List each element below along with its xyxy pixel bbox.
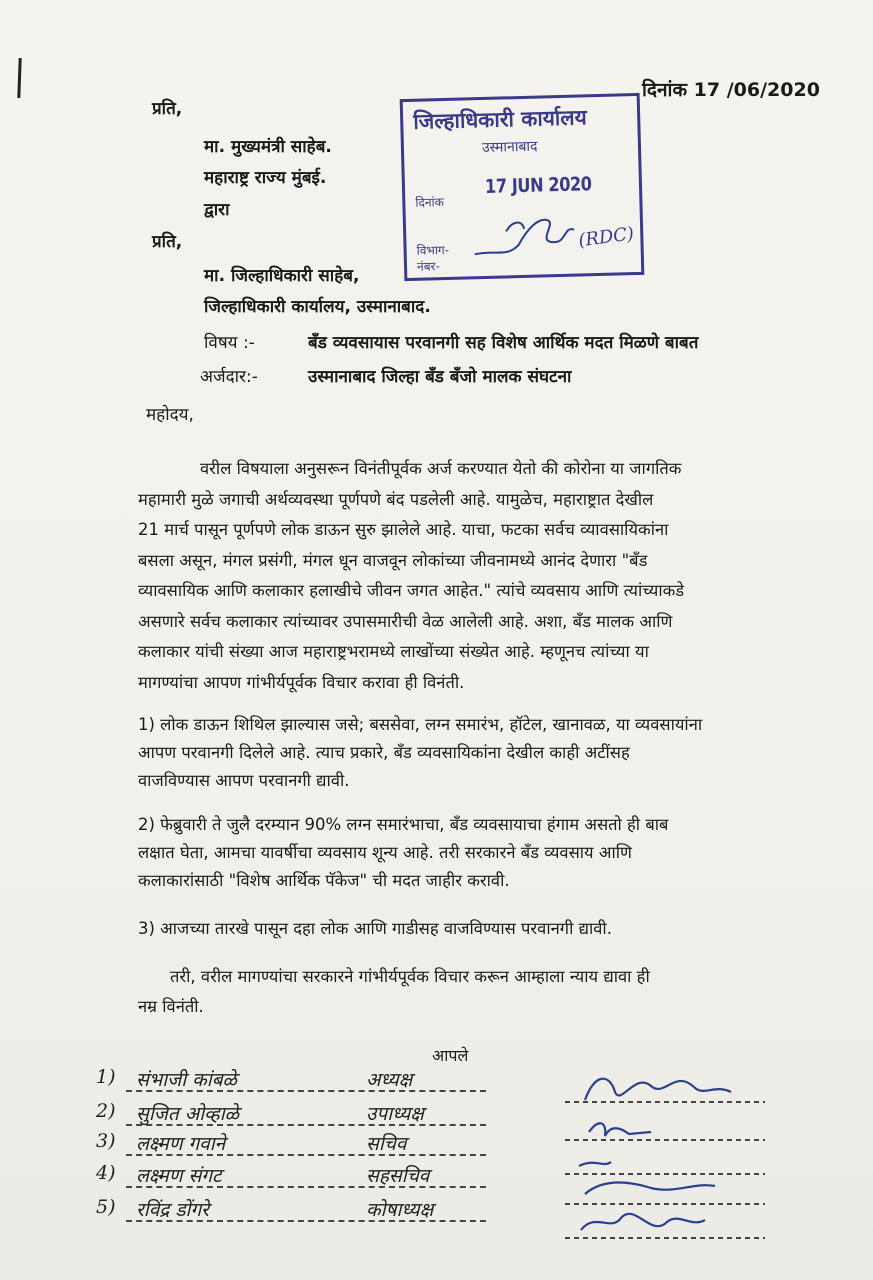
- signatory-name: लक्ष्मण गवाने: [136, 1133, 226, 1155]
- addressee-1-line-1: मा. मुख्यमंत्री साहेब.: [204, 137, 332, 157]
- signatory-row: [96, 1066, 496, 1096]
- addressee-1-line-2: महाराष्ट्र राज्य मुंबई.: [204, 168, 327, 188]
- point-2-line-3: कलाकारांसाठी "विशेष आर्थिक पॅकेज" ची मदत जाहीर करावी.: [138, 871, 510, 890]
- addressee-2-line-1: मा. जिल्हाधिकारी साहेब,: [204, 266, 360, 286]
- closing-line-1: तरी, वरील मागण्यांचा सरकारने गांभीर्यपूर्वक विचार करून आम्हाला न्याय द्यावा ही: [170, 967, 650, 986]
- signatory-role: सचिव: [366, 1133, 407, 1155]
- point-2-line-2: लक्षात घेता, आमचा यावर्षीचा व्यवसाय शून्य आहे. तरी सरकारने बँड व्यवसाय आणि: [138, 843, 632, 862]
- applicant-text: उस्मानाबाद जिल्हा बँड बँजो मालक संघटना: [308, 367, 572, 387]
- signatory-row: [96, 1162, 496, 1192]
- signatures-block: [555, 1062, 775, 1262]
- signatory-number: 4): [96, 1162, 116, 1184]
- paragraph-line-7: कलाकार यांची संख्या आज महाराष्ट्रभरामध्ये लाखोंच्या संख्येत आहे. म्हणूनच त्यांच्या या: [138, 642, 649, 661]
- stamp-signature-scribble: [466, 207, 588, 270]
- stamp-date-label: दिनांक: [415, 195, 445, 210]
- paragraph-line-3: 21 मार्च पासून पूर्णपणे लोक डाऊन सुरु झालेले आहे. याचा, फटका सर्वच व्यावसायिकांना: [138, 520, 669, 539]
- stamp-handwritten-note: (RDC): [577, 223, 636, 252]
- sign-off: आपले: [432, 1046, 469, 1065]
- stamp-date-value: 17 JUN 2020: [484, 173, 592, 198]
- stamp-number-label: नंबर-: [416, 259, 440, 274]
- signatory-number: 3): [96, 1130, 116, 1152]
- subject-text: बँड व्यवसायास परवानगी सह विशेष आर्थिक मदत मिळणे बाबत: [308, 333, 699, 353]
- prati-label-2: प्रति,: [152, 232, 183, 252]
- paragraph-line-2: महामारी मुळे जगाची अर्थव्यवस्था पूर्णपणे बंद पडलेली आहे. यामुळेच, महाराष्ट्रात देखील: [138, 489, 654, 509]
- letter-date: दिनांक 17 /06/2020: [642, 79, 820, 101]
- signatory-role: कोषाध्यक्ष: [366, 1199, 434, 1221]
- signatory-role: अध्यक्ष: [366, 1069, 413, 1091]
- paragraph-line-8: मागण्यांचा आपण गांभीर्यपूर्वक विचार करावा ही विनंती.: [138, 672, 465, 692]
- signatory-row: [96, 1196, 496, 1226]
- signatory-role: सहसचिव: [366, 1165, 430, 1187]
- stamp-subtitle: उस्मानाबाद: [481, 138, 538, 157]
- stamp-title: जिल्हाधिकारी कार्यालय: [412, 105, 588, 134]
- applicant-label: अर्जदार:-: [200, 367, 258, 387]
- subject-label: विषय :-: [204, 333, 255, 353]
- signatory-name: लक्ष्मण संगट: [136, 1165, 222, 1187]
- signatory-name: रविंद्र डोंगरे: [136, 1199, 209, 1221]
- signatory-name: संभाजी कांबळे: [136, 1069, 237, 1091]
- closing-line-2: नम्र विनंती.: [138, 997, 204, 1016]
- point-1-line-1: 1) लोक डाऊन शिथिल झाल्यास जसे; बससेवा, लग्न समारंभ, हॉटेल, खानावळ, या व्यवसायांना: [138, 715, 703, 734]
- addressee-1-line-3: द्वारा: [204, 200, 230, 220]
- margin-mark: [17, 58, 21, 98]
- point-1-line-3: वाजविण्यास आपण परवानगी द्यावी.: [138, 771, 350, 790]
- salutation: महोदय,: [146, 405, 194, 425]
- paragraph-line-1: वरील विषयाला अनुसरून विनंतीपूर्वक अर्ज करण्यात येतो की कोरोना या जागतिक: [200, 459, 682, 478]
- stamp-dept-label: विभाग-: [416, 242, 450, 258]
- point-2-line-1: 2) फेब्रुवारी ते जुलै दरम्यान 90% लग्न समारंभाचा, बँड व्यवसायाचा हंगाम असतो ही बाब: [138, 815, 669, 834]
- signatory-row: [96, 1100, 496, 1130]
- point-3-line-1: 3) आजच्या तारखे पासून दहा लोक आणि गाडीसह वाजविण्यास परवानगी द्यावी.: [138, 919, 612, 938]
- point-1-line-2: आपण परवानगी दिलेले आहे. त्याच प्रकारे, बँड व्यवसायिकांना देखील काही अटींसह: [138, 743, 630, 762]
- addressee-2-line-2: जिल्हाधिकारी कार्यालय, उस्मानाबाद.: [204, 297, 431, 317]
- prati-label-1: प्रति,: [152, 99, 183, 119]
- signatory-row: [96, 1130, 496, 1160]
- paragraph-line-5: व्यावसायिक आणि कलाकार हलाखीचे जीवन जगत आहेत." त्यांचे व्यवसाय आणि त्यांच्याकडे: [138, 581, 685, 600]
- received-stamp: [400, 93, 645, 281]
- signatory-role: उपाध्यक्ष: [366, 1103, 424, 1125]
- signatory-number: 5): [96, 1196, 116, 1218]
- signatory-name: सुजित ओव्हाळे: [136, 1103, 240, 1125]
- paragraph-line-6: असणारे सर्वच कलाकार त्यांच्यावर उपासमारीची वेळ आलेली आहे. अशा, बँड मालक आणि: [138, 611, 673, 631]
- paragraph-line-4: बसला असून, मंगल प्रसंगी, मंगल धून वाजवून लोकांच्या जीवनामध्ये आनंद देणारा "बँड: [138, 550, 648, 570]
- signatory-number: 2): [96, 1100, 116, 1122]
- signatory-number: 1): [96, 1066, 116, 1088]
